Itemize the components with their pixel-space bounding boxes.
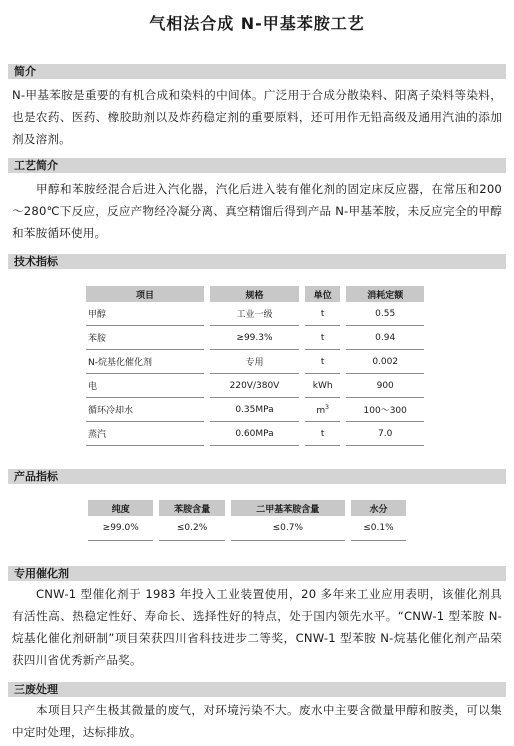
- table-cell: N-烷基化催化剂: [86, 350, 204, 374]
- table-cell: kWh: [305, 374, 340, 398]
- column-header: 项目: [86, 286, 204, 302]
- tech-specs-table: [80, 286, 430, 446]
- table-row: [86, 422, 424, 446]
- table-cell: ≤0.7%: [231, 516, 345, 541]
- table-cell: 0.94: [346, 326, 424, 350]
- unit-superscript: 3: [325, 403, 329, 411]
- table-cell: 0.60MPa: [210, 422, 299, 446]
- column-header: 规格: [210, 286, 299, 302]
- table-cell: 900: [346, 374, 424, 398]
- column-header: 二甲基苯胺含量: [231, 500, 345, 516]
- table-cell: ≥99.3%: [210, 326, 299, 350]
- column-header: 苯胺含量: [159, 500, 224, 516]
- table-cell: 0.55: [346, 302, 424, 326]
- table-row: [86, 350, 424, 374]
- table-cell: ≤0.2%: [159, 516, 224, 541]
- column-header: 水分: [351, 500, 406, 516]
- unit-text: m: [316, 405, 326, 416]
- table-cell: 100～300: [346, 398, 424, 422]
- table-cell: 苯胺: [86, 326, 204, 350]
- table-cell: ≤0.1%: [351, 516, 406, 541]
- intro-paragraph: N-甲基苯胺是重要的有机合成和染料的中间体。广泛用于合成分散染料、阳离子染料等染料，也是农药、医药、橡胶助剂以及炸药稳定剂的重要原料，还可用作无铅高级及通用汽油的添加剂及溶剂。: [12, 88, 502, 146]
- table-header-row: [86, 286, 424, 302]
- table-cell: 甲醇: [86, 302, 204, 326]
- table-row: [86, 398, 424, 422]
- table-cell: 220V/380V: [210, 374, 299, 398]
- catalyst-paragraph: CNW-1 型催化剂于 1983 年投入工业装置使用，20 多年来工业应用表明，该催化剂具有活性高、热稳定性好、寿命长、选择性好的特点，处于国内领先水平。“CNW-1 型苯胺 N-烷基化催化剂研制”项目荣获四川省科技进步二等奖，CNW-1 型苯胺 N-烷基化催化剂产品荣获四川省优秀新产品奖。: [12, 587, 502, 667]
- table-cell-unit: [305, 398, 340, 422]
- table-row: [86, 302, 424, 326]
- table-cell: 工业一级: [210, 302, 299, 326]
- section-heading-waste: 三废处理: [8, 682, 506, 697]
- section-heading-product-specs: 产品指标: [8, 469, 506, 484]
- table-cell: 专用: [210, 350, 299, 374]
- waste-paragraph: 本项目只产生极其微量的废气，对环境污染不大。废水中主要含微量甲醇和胺类，可以集中定时处理，达标排放。: [12, 703, 502, 739]
- table-cell: 电: [86, 374, 204, 398]
- table-cell: t: [305, 350, 340, 374]
- column-header: 纯度: [88, 500, 153, 516]
- table-cell: ≥99.0%: [88, 516, 153, 541]
- table-cell: t: [305, 422, 340, 446]
- page-title: 气相法合成 N-甲基苯胺工艺: [149, 14, 365, 33]
- table-row: [86, 326, 424, 350]
- table-cell: 蒸汽: [86, 422, 204, 446]
- table-cell: 7.0: [346, 422, 424, 446]
- table-header-row: [88, 500, 406, 516]
- table-cell: t: [305, 302, 340, 326]
- process-paragraph: 甲醇和苯胺经混合后进入汽化器，汽化后进入装有催化剂的固定床反应器，在常压和200～280℃下反应，反应产物经冷凝分离、真空精馏后得到产品 N-甲基苯胺，未反应完全的甲醇和苯胺循环使用。: [12, 182, 502, 240]
- section-heading-catalyst: 专用催化剂: [8, 566, 506, 581]
- column-header: 单位: [305, 286, 340, 302]
- product-specs-table: [82, 500, 412, 541]
- table-cell: t: [305, 326, 340, 350]
- section-heading-process: 工艺简介: [8, 158, 506, 173]
- table-cell: 0.35MPa: [210, 398, 299, 422]
- section-heading-tech-specs: 技术指标: [8, 254, 506, 269]
- column-header: 消耗定额: [346, 286, 424, 302]
- table-cell: 0.002: [346, 350, 424, 374]
- table-row: [86, 374, 424, 398]
- section-heading-intro: 简介: [8, 64, 506, 79]
- table-cell: 循环冷却水: [86, 398, 204, 422]
- table-row: [88, 516, 406, 541]
